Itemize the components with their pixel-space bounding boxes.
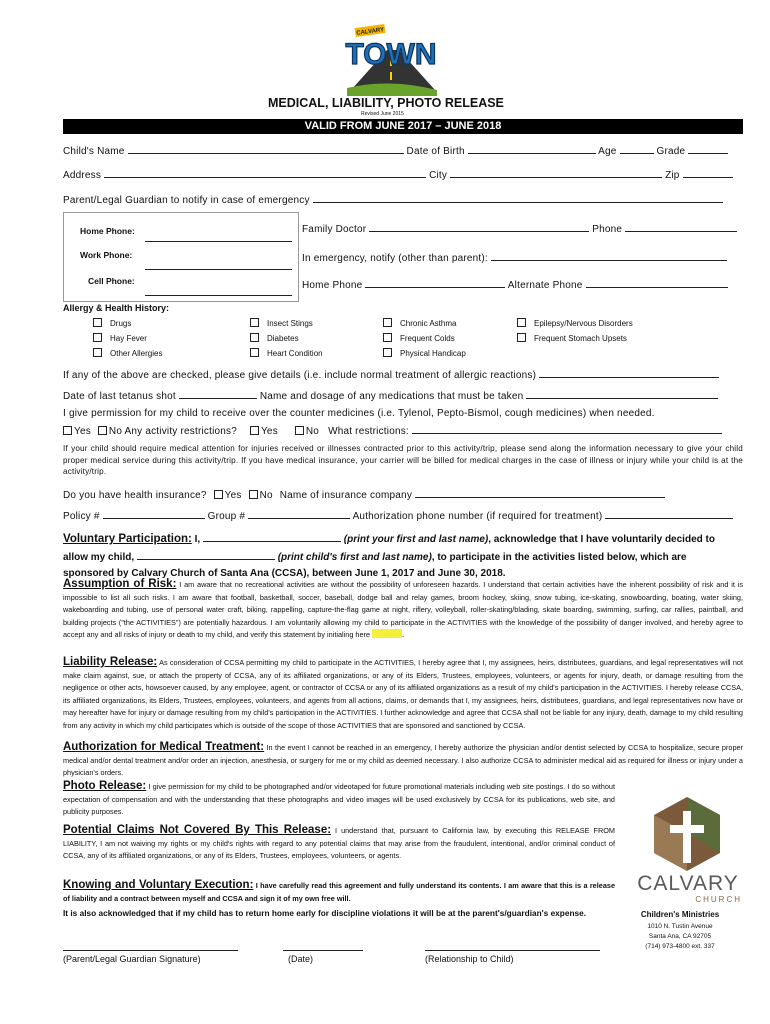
otc-no-label: No — [108, 426, 123, 437]
child-name-label: Child's Name — [63, 146, 125, 157]
details-field[interactable] — [539, 366, 719, 378]
voluntary-heading: Voluntary Participation: — [63, 533, 192, 545]
tetanus-label: Date of last tetanus shot — [63, 391, 176, 402]
otc-yes-label: Yes — [74, 426, 91, 437]
ministry-name: Children's Ministries — [640, 910, 720, 919]
revised-note: Revised June 2015 — [361, 111, 404, 117]
allergy-colds[interactable]: Frequent Colds — [383, 333, 455, 343]
restrictions-yes-label: Yes — [260, 426, 278, 437]
page-title: MEDICAL, LIABILITY, PHOTO RELEASE — [268, 96, 504, 110]
calvary-address2: Santa Ana, CA 92705 — [648, 933, 712, 940]
guardian-field[interactable] — [313, 191, 723, 203]
work-phone-field[interactable] — [145, 268, 292, 270]
work-phone-label: Work Phone: — [80, 250, 133, 260]
what-restrictions-field[interactable] — [412, 422, 722, 434]
emergency-notify-label: In emergency, notify (other than parent): — [302, 253, 488, 264]
authorization-text: In the event I cannot be reached in an emergency, I hereby authorize the physician and/or dentist selected by CCSA to hospitalize, secure proper medical and/or dental treatment and/or order an injection, anesthesia, or surgery for me or my child as deemed necessary. I also authorize CCSA to administer medical aid as required for illness or injury under a physician's orders. — [63, 743, 743, 778]
photo-text: I give permission for my child to be photographed and/or videotaped for future promotional materials including web site postings. I do so without expectation of compensation and with the understanding that these photographs and video images will be used exclusively by CCSA for its publications, web site, and publicity purposes. — [63, 782, 615, 817]
calvary-name: CALVARY — [637, 872, 739, 895]
guardian-signature-field[interactable] — [63, 950, 238, 951]
checkbox[interactable] — [250, 318, 259, 327]
allergy-handicap[interactable]: Physical Handicap — [383, 348, 466, 358]
early-return-text: It is also acknowledged that if my child has to return home early for discipline violations it will be at the parent's/guardian's expense. — [63, 908, 587, 918]
age-label: Age — [598, 146, 617, 157]
emergency-notify-field[interactable] — [491, 249, 727, 261]
assumption-end: . — [402, 630, 405, 640]
city-label: City — [429, 170, 448, 181]
insurance-yes-checkbox[interactable] — [214, 490, 223, 499]
family-doctor-label: Family Doctor — [302, 224, 367, 235]
address-label: Address — [63, 170, 102, 181]
details-label: If any of the above are checked, please give details (i.e. include normal treatment of allergic reactions) — [63, 370, 537, 381]
town-sign: CALVARY — [356, 27, 385, 37]
otc-yes-checkbox[interactable] — [63, 426, 72, 435]
restrictions-no-checkbox[interactable] — [295, 426, 304, 435]
auth-phone-field[interactable] — [605, 507, 733, 519]
calvary-address1: 1010 N. Tustin Avenue — [647, 923, 713, 930]
what-restrictions-label: What restrictions: — [328, 426, 409, 437]
family-doctor-field[interactable] — [369, 220, 589, 232]
voluntary-line3: sponsored by Calvary Church of Santa Ana (CCSA), between June 1, 2017 and June 30, 2018. — [63, 568, 506, 579]
address-field[interactable] — [104, 166, 426, 178]
checkbox[interactable] — [383, 318, 392, 327]
participant-name-field[interactable] — [203, 530, 341, 542]
policy-field[interactable] — [103, 507, 205, 519]
voluntary-print-name: (print your first and last name) — [343, 534, 489, 545]
medications-label: Name and dosage of any medications that must be taken — [259, 391, 524, 402]
insurance-company-field[interactable] — [415, 486, 665, 498]
grade-label: Grade — [656, 146, 686, 157]
allergy-asthma[interactable]: Chronic Asthma — [383, 318, 456, 328]
voluntary-line2-end: , to participate in the activities listed below, which are — [431, 552, 687, 563]
insurance-yes-label: Yes — [224, 490, 242, 501]
claims-text: I understand that, pursuant to California law, by executing this RELEASE FROM LIABILITY, I am not waiving my rights or my child's rights with regard to any potential claims that may arise from the fraudulent, intentional, and/or criminal conduct of CCSA, any of its affiliated organizations, or any of its Elders, Trustees, employees, volunteers, or agents. — [63, 826, 615, 861]
date-label: (Date) — [288, 954, 314, 964]
claims-heading: Potential Claims Not Covered By This Release: — [63, 824, 332, 836]
assumption-section — [63, 578, 743, 642]
city-field[interactable] — [450, 166, 662, 178]
allergy-hay-fever[interactable]: Hay Fever — [93, 333, 147, 343]
calvary-church: CHURCH — [695, 895, 742, 904]
checkbox[interactable] — [93, 333, 102, 342]
alternate-phone-field[interactable] — [586, 276, 728, 288]
doctor-phone-label: Phone — [592, 224, 623, 235]
age-field[interactable] — [620, 142, 654, 154]
auth-phone-label: Authorization phone number (if required for treatment) — [352, 511, 603, 522]
tetanus-field[interactable] — [179, 387, 257, 399]
checkbox[interactable] — [383, 333, 392, 342]
group-field[interactable] — [248, 507, 350, 519]
allergy-drugs[interactable]: Drugs — [93, 318, 131, 328]
grade-field[interactable] — [688, 142, 728, 154]
relationship-field[interactable] — [425, 950, 600, 951]
calvary-logo — [640, 793, 734, 875]
signature-date-field[interactable] — [283, 950, 363, 951]
child-print-name-field[interactable] — [137, 548, 275, 560]
restrictions-no-label: No — [305, 426, 320, 437]
otc-permission: I give permission for my child to receive over the counter medicines (i.e. Tylenol, Pepto-Bismol, cough medicines) when needed. — [63, 408, 655, 419]
knowing-section — [63, 879, 615, 905]
zip-field[interactable] — [683, 166, 733, 178]
calvary-phone: (714) 973-4800 ext. 337 — [645, 943, 715, 950]
voluntary-print-child: (print child's first and last name) — [277, 552, 432, 563]
alternate-phone-label: Alternate Phone — [507, 280, 583, 291]
photo-section — [63, 780, 615, 819]
group-label: Group # — [207, 511, 246, 522]
claims-section — [63, 824, 615, 863]
dob-field[interactable] — [468, 142, 596, 154]
home-phone-label: Home Phone: — [80, 226, 135, 236]
illness-paragraph: If your child should require medical attention for injuries received or illnesses contracted prior to this activity/trip, please send along the information necessary to give your child proper medical service during this activity/trip. If you have medical insurance, your carrier will be billed for medical charges in the case of illness or injury while your child is at the activity/trip. — [63, 444, 743, 476]
cell-phone-field[interactable] — [145, 294, 292, 296]
insurance-company-label: Name of insurance company — [279, 490, 413, 501]
authorization-section — [63, 741, 743, 780]
child-name-field[interactable] — [128, 142, 404, 154]
voluntary-i: I, — [194, 534, 201, 545]
emergency-home-phone-field[interactable] — [365, 276, 505, 288]
authorization-heading: Authorization for Medical Treatment: — [63, 741, 265, 753]
knowing-heading: Knowing and Voluntary Execution: — [63, 879, 254, 891]
activity-restrictions-label: Any activity restrictions? — [124, 426, 237, 437]
checkbox[interactable] — [250, 333, 259, 342]
restrictions-yes-checkbox[interactable] — [250, 426, 259, 435]
allergy-epilepsy[interactable]: Epilepsy/Nervous Disorders — [517, 318, 633, 328]
liability-section — [63, 656, 743, 733]
relationship-label: (Relationship to Child) — [425, 954, 514, 964]
allergy-other[interactable]: Other Allergies — [93, 348, 162, 358]
checkbox[interactable] — [383, 348, 392, 357]
guardian-label: Parent/Legal Guardian to notify in case of emergency — [63, 195, 310, 206]
town-logo — [343, 20, 439, 96]
checkbox[interactable] — [93, 348, 102, 357]
checkbox[interactable] — [250, 348, 259, 357]
medications-field[interactable] — [526, 387, 718, 399]
allergy-diabetes[interactable]: Diabetes — [250, 333, 299, 343]
checkbox[interactable] — [93, 318, 102, 327]
valid-bar-text: VALID FROM JUNE 2017 – JUNE 2018 — [304, 120, 502, 132]
liability-text: As consideration of CCSA permitting my child to participate in the ACTIVITIES, I hereby agree that I, my assignees, heirs, distributees, guardians, and legal representatives will not make claim against, sue, or attach the property of CCSA, any of its affiliated organizations, or any of its Elders, Trustees, employees, volunteers, or agents for injury, death, or damage resulting from the negligence or other acts, howsoever caused, by any employee, agent, or contractor of CCSA or any of its affiliated organizations as a result of my child's participation in the ACTIVITIES. I hereby release CCSA, its affiliated organizations, its Elders, Trustees, employees, volunteers, and agents from all actions, claims, or demands that I, my assignees, heirs, distributees, guardians, and legal representatives now have or may hereafter have for injury or damage resulting from my child's participation in the ACTIVITIES. I further acknowledge and agree that CCSA shall not be liable for any injury, death, damage to my child resulting from any activity in which my child participates which is outside of the scope of those ACTIVITIES that are sponsored and sanctioned by CCSA. — [63, 658, 743, 730]
doctor-phone-field[interactable] — [625, 220, 737, 232]
insurance-no-checkbox[interactable] — [249, 490, 258, 499]
initial-field[interactable] — [372, 629, 405, 640]
emergency-home-phone-label: Home Phone — [302, 280, 363, 291]
health-insurance-label: Do you have health insurance? — [63, 490, 207, 501]
home-phone-field[interactable] — [145, 240, 292, 242]
allergy-insect-stings[interactable]: Insect Stings — [250, 318, 313, 328]
checkbox[interactable] — [517, 333, 526, 342]
zip-label: Zip — [665, 170, 680, 181]
guardian-signature-label: (Parent/Legal Guardian Signature) — [63, 954, 201, 964]
town-word: TOWN — [345, 38, 437, 71]
insurance-no-label: No — [259, 490, 273, 501]
allergy-heart[interactable]: Heart Condition — [250, 348, 323, 358]
policy-label: Policy # — [63, 511, 100, 522]
photo-heading: Photo Release: — [63, 780, 147, 792]
voluntary-line1-end: , acknowledge that I have voluntarily decided to — [488, 534, 715, 545]
voluntary-allow: allow my child, — [63, 552, 135, 563]
cell-phone-label: Cell Phone: — [88, 276, 135, 286]
knowing-text: I have carefully read this agreement and fully understand its contents. I am aware that this is a release of liability and a contract between myself and CCSA and sign it of my own free will. — [63, 881, 615, 903]
dob-label: Date of Birth — [406, 146, 465, 157]
assumption-text: I am aware that no recreational activities are without the possibility of unforeseen hazards. I understand that certain activities have the inherent possibility of risk and it is impossible to list all such risks. I am aware that football, basketball, soccer, baseball, dodge ball and relay games, broom hockey, skiing, snow tubing, ice-skating, snowboarding, boating, water skiing, wakeboarding and tubing, use of personal water craft, biking, rappelling, capture-the-flag game at night, riflery, volleyball, roller-skating/blading, skate boarding, swimming, surfing, car rallies, paintball, and building projects ("the ACTIVITIES") are potentially hazardous. I am voluntarily allowing my child to participate in the ACTIVITIES with the knowledge of the possibility of danger involved, and hereby agree to accept any and all risks of injury or death to my child, and verify this statement by initialing here — [63, 580, 743, 640]
liability-heading: Liability Release: — [63, 656, 158, 668]
allergy-stomach[interactable]: Frequent Stomach Upsets — [517, 333, 627, 343]
allergy-heading: Allergy & Health History: — [63, 303, 170, 313]
assumption-heading: Assumption of Risk: — [63, 578, 177, 590]
otc-no-checkbox[interactable] — [98, 426, 107, 435]
checkbox[interactable] — [517, 318, 526, 327]
